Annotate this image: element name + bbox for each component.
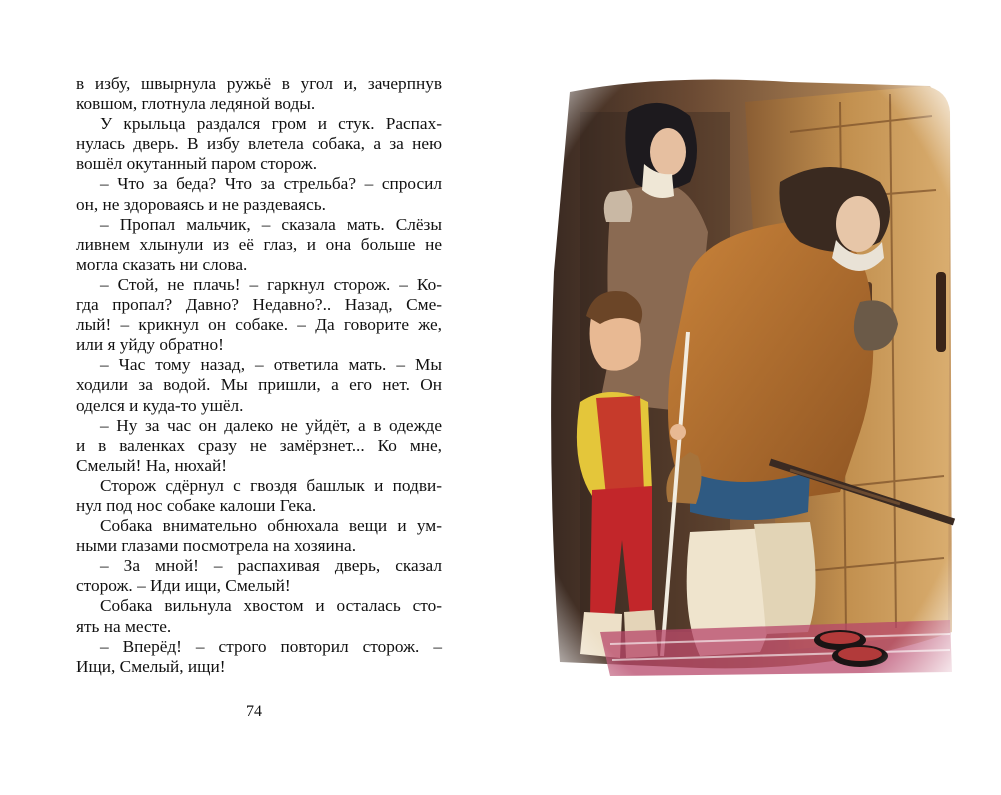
text-line: нул под нос собаке калоши Гека. <box>76 495 317 515</box>
text-line: нулась дверь. В избу влетела собака, а за нею <box>76 134 442 154</box>
text-line: ковшом, глотнула ледяной воды. <box>76 94 316 114</box>
text-line: вошёл окутанный паром сторож. <box>76 154 318 174</box>
text-line: Собака внимательно обнюхала вещи и ум- <box>100 516 442 536</box>
text-line: – Стой, не плачь! – гаркнул сторож. – Ко- <box>100 274 442 294</box>
text-line: – Час тому назад, – ответила мать. – Мы <box>100 355 442 375</box>
left-page <box>0 0 500 795</box>
text-line: ливнем хлынули из её глаз, и она больше не <box>76 234 442 254</box>
text-line: Собака вильнула хвостом и осталась сто- <box>100 596 442 616</box>
body-text <box>76 74 442 677</box>
text-line: ными глазами посмотрела на хозяина. <box>76 536 357 556</box>
text-line: и в валенках сразу не замёрзнет... Ко мне, <box>76 435 442 455</box>
text-line: – Пропал мальчик, – сказала мать. Слёзы <box>100 214 442 234</box>
text-line: ять на месте. <box>76 616 172 636</box>
text-line: или я уйду обратно! <box>76 335 224 355</box>
text-line: Сторож сдёрнул с гвоздя башлык и подви- <box>100 475 442 495</box>
text-line: гда пропал? Давно? Недавно?.. Назад, Сме- <box>76 295 442 315</box>
text-line: Смелый! На, нюхай! <box>76 455 228 475</box>
text-line: – Вперёд! – строго повторил сторож. – <box>100 636 442 656</box>
page-number: 74 <box>246 703 262 720</box>
text-line: – За мной! – распахивая дверь, сказал <box>100 556 442 576</box>
text-line: в избу, швырнула ружьё в угол и, зачерпнув <box>76 74 442 93</box>
text-line: Ищи, Смелый, ищи! <box>76 656 226 676</box>
story-illustration <box>540 72 956 678</box>
text-line: – Что за беда? Что за стрельба? – спросил <box>100 174 442 194</box>
text-line: У крыльца раздался гром и стук. Распах- <box>100 114 442 134</box>
text-line: – Ну за час он далеко не уйдёт, а в одежде <box>100 415 442 435</box>
text-line: ходили за водой. Мы пришли, а его нет. Он <box>76 375 442 395</box>
text-line: оделся и куда-то ушёл. <box>76 395 244 415</box>
text-line: могла сказать ни слова. <box>76 254 248 274</box>
text-line: лый! – крикнул он собаке. – Да говорите же, <box>76 315 442 335</box>
text-line: сторож. – Иди ищи, Смелый! <box>76 576 291 596</box>
text-line: он, не здороваясь и не раздеваясь. <box>76 194 326 214</box>
